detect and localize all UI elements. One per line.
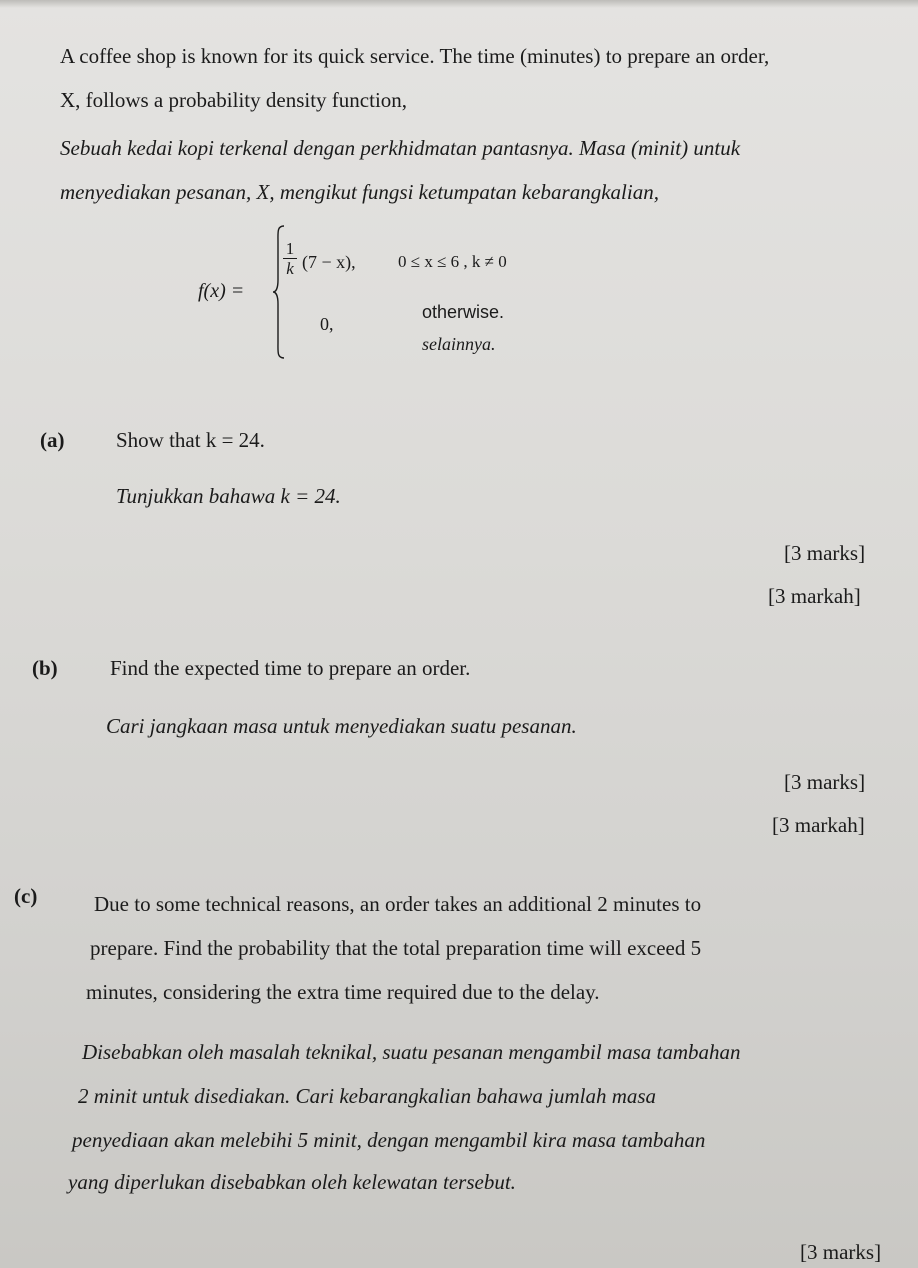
part-c-question-ms-4: yang diperlukan disebabkan oleh kelewatan tersebut.: [68, 1170, 516, 1194]
part-c-marks-en: [3 marks]: [800, 1240, 882, 1264]
intro-en-line-1: A coffee shop is known for its quick service. The time (minutes) to prepare an order,: [60, 44, 770, 68]
part-c-label: (c): [14, 884, 38, 908]
fraction-one-over-k: [283, 240, 297, 279]
otherwise-ms: selainnya.: [422, 334, 496, 354]
part-b-marks-ms: [3 markah]: [772, 813, 865, 837]
part-b-label: (b): [32, 656, 58, 680]
part-a-question-en: Show that k = 24.: [116, 428, 265, 452]
part-c-question-ms-2: 2 minit untuk disediakan. Cari kebarangkalian bahawa jumlah masa: [78, 1084, 657, 1108]
part-c-question-ms-3: penyediaan akan melebihi 5 minit, dengan mengambil kira masa tambahan: [72, 1128, 706, 1152]
part-c-question-en-1: Due to some technical reasons, an order takes an additional 2 minutes to: [94, 892, 702, 916]
fraction-numerator: 1: [283, 240, 297, 259]
part-b-marks-en: [3 marks]: [784, 770, 866, 794]
pdf-condition: 0 ≤ x ≤ 6 , k ≠ 0: [398, 252, 507, 271]
part-a-marks-en: [3 marks]: [784, 541, 866, 565]
part-c-question-ms-1: Disebabkan oleh masalah teknikal, suatu pesanan mengambil masa tambahan: [82, 1040, 741, 1064]
part-c-question-en-3: minutes, considering the extra time required due to the delay.: [86, 980, 600, 1004]
intro-en-line-2: X, follows a probability density function,: [60, 88, 408, 112]
part-b-question-en: Find the expected time to prepare an order.: [110, 656, 471, 680]
part-a-question-ms: Tunjukkan bahawa k = 24.: [116, 484, 341, 508]
otherwise-en: otherwise.: [422, 302, 505, 322]
pdf-expression: (7 − x),: [302, 252, 356, 272]
piecewise-function: [198, 222, 618, 362]
part-a-label: (a): [40, 428, 65, 452]
intro-ms-line-1: Sebuah kedai kopi terkenal dengan perkhidmatan pantasnya. Masa (minit) untuk: [60, 136, 741, 160]
page-top-edge: [0, 0, 918, 8]
fraction-denominator: k: [286, 259, 294, 278]
function-lhs: f(x) =: [198, 280, 245, 302]
part-b-question-ms: Cari jangkaan masa untuk menyediakan suatu pesanan.: [106, 714, 577, 738]
pdf-zero-case: 0,: [320, 314, 334, 334]
part-c-question-en-2: prepare. Find the probability that the total preparation time will exceed 5: [90, 936, 702, 960]
intro-ms-line-2: menyediakan pesanan, X, mengikut fungsi ketumpatan kebarangkalian,: [60, 180, 659, 204]
part-a-marks-ms: [3 markah]: [768, 584, 861, 608]
